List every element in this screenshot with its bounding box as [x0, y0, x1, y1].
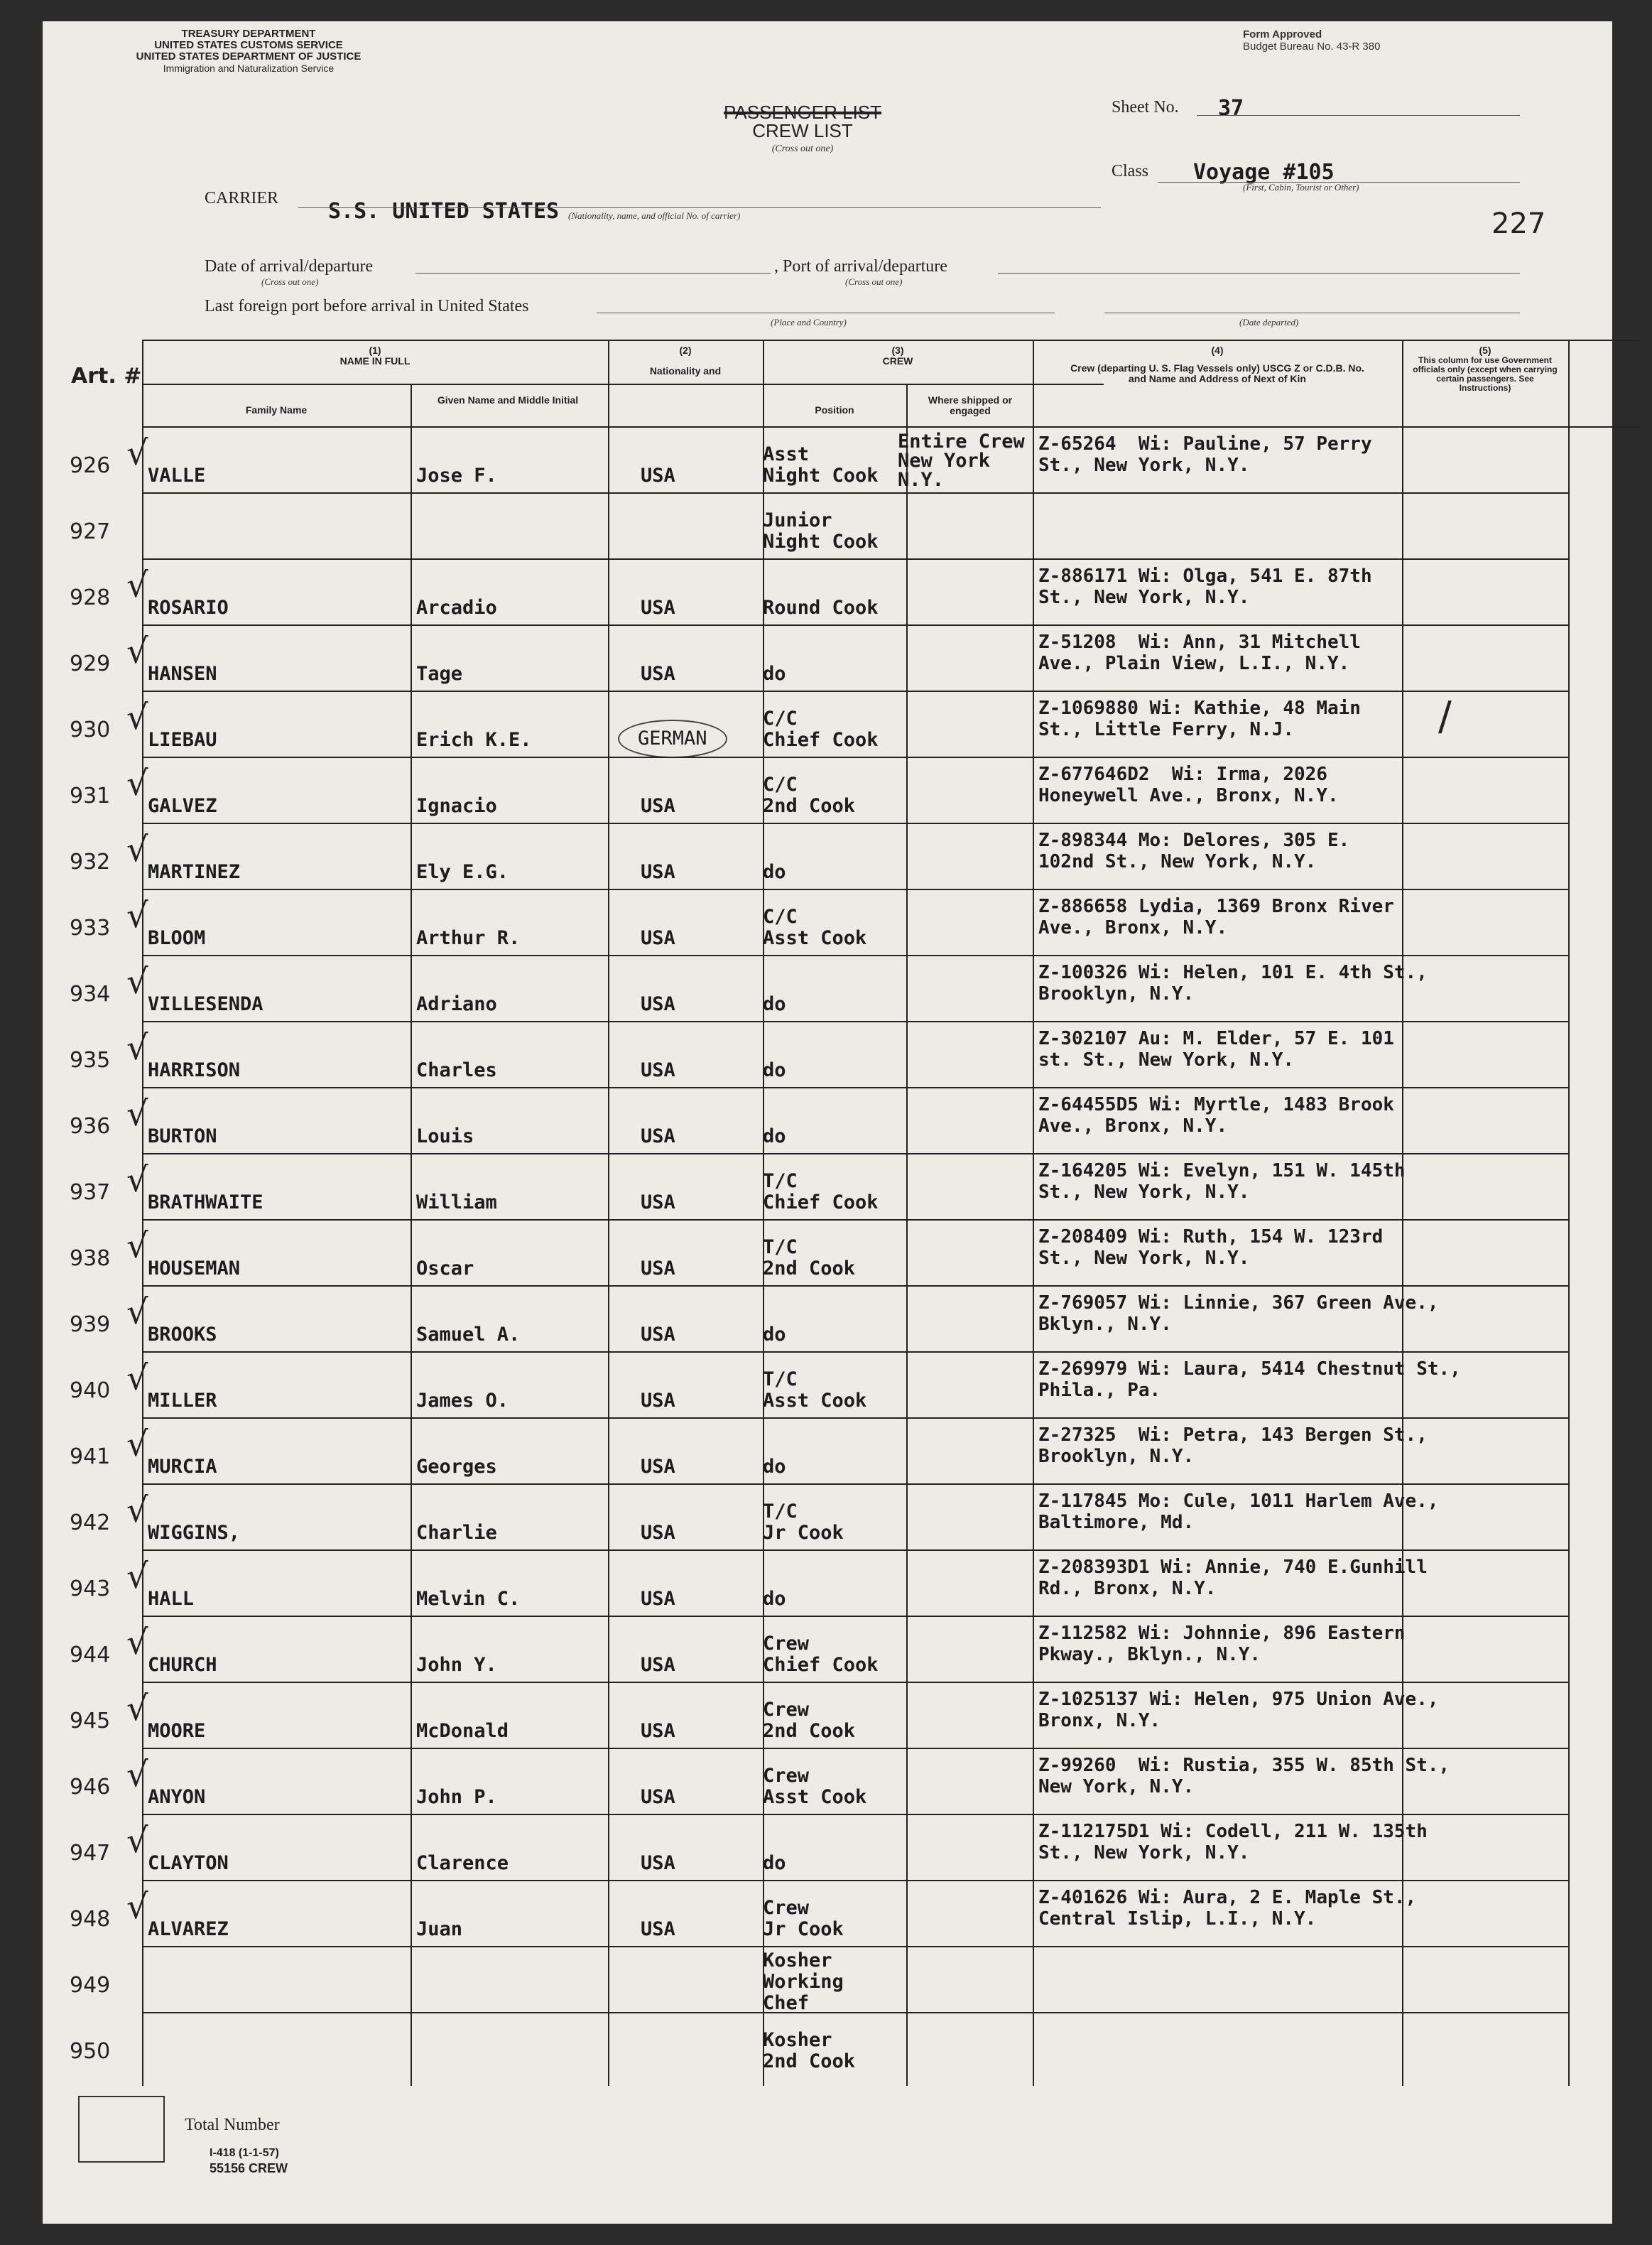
cell-family: HANSEN — [148, 663, 217, 685]
cell-family: VILLESENDA — [148, 993, 263, 1015]
check-mark: √ — [126, 830, 148, 870]
col-border — [1033, 340, 1034, 2086]
cell-given: Arthur R. — [416, 927, 521, 949]
row-divider — [142, 1219, 1568, 1221]
cell-family: LIEBAU — [148, 729, 217, 751]
cell-pos: T/C 2nd Cook — [763, 1236, 856, 1280]
header-bottom-border — [142, 426, 1639, 428]
sheet-value: 37 — [1218, 96, 1244, 121]
cell-nat: USA — [641, 1125, 675, 1147]
row-divider — [142, 2012, 1568, 2013]
cell-given: Juan — [416, 1918, 463, 1940]
check-mark: √ — [126, 1887, 148, 1927]
position-header: Position — [815, 404, 854, 416]
cell-family: GALVEZ — [148, 795, 217, 817]
row-divider — [142, 492, 1568, 494]
row-divider — [142, 1880, 1568, 1881]
form-approved: Form Approved — [1243, 28, 1322, 40]
cell-nat: USA — [641, 597, 675, 619]
row-divider — [142, 1682, 1568, 1683]
cell-nat: USA — [641, 1918, 675, 1940]
cell-kin: Z-886171 Wi: Olga, 541 E. 87th St., New York, N.Y. — [1038, 566, 1372, 608]
cell-nat: USA — [641, 1786, 675, 1808]
col1-number: (1) — [369, 345, 381, 356]
where-shipped-value: Entire Crew New York N.Y. — [898, 431, 1025, 491]
art-number: 947 — [70, 1841, 111, 1866]
art-number: 937 — [70, 1180, 111, 1205]
col5-number: (5) — [1479, 345, 1491, 356]
cell-given: Oscar — [416, 1257, 474, 1280]
cell-family: MOORE — [148, 1720, 206, 1742]
cell-pos: do — [763, 861, 786, 883]
cell-pos: C/C Asst Cook — [763, 906, 867, 949]
cell-family: VALLE — [148, 465, 206, 487]
check-mark: √ — [126, 632, 148, 671]
cell-nat: USA — [641, 1324, 675, 1346]
cell-pos: Round Cook — [763, 597, 879, 619]
date-label: Date of arrival/departure — [205, 257, 374, 276]
check-mark: √ — [126, 1028, 148, 1068]
cell-family: ANYON — [148, 1786, 206, 1808]
agency-line: TREASURY DEPARTMENT — [181, 28, 316, 40]
agency-block — [71, 28, 426, 74]
check-mark: √ — [126, 698, 148, 737]
art-number: 939 — [70, 1312, 111, 1337]
total-number-label: Total Number — [185, 2116, 280, 2134]
cell-kin: Z-112582 Wi: Johnnie, 896 Eastern Pkway., Bklyn., N.Y. — [1038, 1623, 1406, 1665]
row-divider — [142, 558, 1568, 560]
cell-kin: Z-100326 Wi: Helen, 101 E. 4th St., Brooklyn, N.Y. — [1038, 962, 1428, 1005]
col-border — [608, 340, 609, 2086]
sheet-label: Sheet No. — [1112, 98, 1179, 117]
cell-pos: C/C Chief Cook — [763, 708, 879, 751]
art-number: 941 — [70, 1444, 111, 1469]
row-divider — [142, 1549, 1568, 1551]
row-divider — [142, 1814, 1568, 1815]
art-number: 944 — [70, 1643, 111, 1667]
cell-pos: Crew Chief Cook — [763, 1633, 879, 1676]
cell-kin: Z-898344 Mo: Delores, 305 E. 102nd St., New York, N.Y. — [1038, 830, 1350, 872]
art-number: 926 — [70, 453, 111, 478]
check-mark: √ — [126, 1689, 148, 1729]
cell-given: Clarence — [416, 1852, 509, 1874]
cell-nat: USA — [641, 663, 675, 685]
col3-number: (3) — [891, 345, 904, 356]
art-number: 933 — [70, 916, 111, 941]
cell-family: HARRISON — [148, 1059, 241, 1081]
cell-pos: Kosher 2nd Cook — [763, 2029, 856, 2072]
row-divider — [142, 624, 1568, 626]
cell-family: BLOOM — [148, 927, 206, 949]
check-mark: √ — [126, 896, 148, 936]
cell-pos: Crew Asst Cook — [763, 1765, 867, 1808]
col4-title: Crew (departing U. S. Flag Vessels only) USCG Z or C.D.B. No. and Name and Address of Next of Kin — [1070, 362, 1364, 384]
cell-pos: T/C Chief Cook — [763, 1170, 879, 1213]
cell-nat: USA — [641, 1390, 675, 1412]
date-cross-hint: (Cross out one) — [261, 276, 319, 287]
cell-pos: do — [763, 1852, 786, 1874]
row-divider — [142, 889, 1568, 890]
cell-given: Jose F. — [416, 465, 497, 487]
cell-pos: C/C 2nd Cook — [763, 774, 856, 817]
row-divider — [142, 1748, 1568, 1749]
col1-header — [142, 345, 608, 367]
cell-kin: Z-886658 Lydia, 1369 Bronx River Ave., Bronx, N.Y. — [1038, 896, 1394, 938]
list-title — [696, 103, 909, 158]
row-divider — [142, 691, 1568, 692]
agency-line: UNITED STATES DEPARTMENT OF JUSTICE — [136, 50, 362, 63]
check-mark: √ — [126, 1623, 148, 1662]
cell-given: Adriano — [416, 993, 497, 1015]
art-number: 929 — [70, 651, 111, 676]
cell-given: Melvin C. — [416, 1588, 521, 1610]
art-label: Art. # — [71, 364, 142, 389]
cell-pos: do — [763, 1456, 786, 1478]
col2-title: Nationality and — [649, 365, 722, 377]
cell-kin: Z-302107 Au: M. Elder, 57 E. 101 st. St., New York, N.Y. — [1038, 1028, 1394, 1071]
page-number: 227 — [1491, 207, 1546, 240]
cell-nat: USA — [641, 993, 675, 1015]
cell-kin: Z-27325 Wi: Petra, 143 Bergen St., Brooklyn, N.Y. — [1038, 1424, 1428, 1467]
cell-kin: Z-112175D1 Wi: Codell, 211 W. 135th St., New York, N.Y. — [1038, 1821, 1428, 1863]
cell-pos: do — [763, 1125, 786, 1147]
cell-given: John P. — [416, 1786, 497, 1808]
col2-number: (2) — [679, 345, 692, 356]
cell-kin: Z-117845 Mo: Cule, 1011 Harlem Ave., Baltimore, Md. — [1038, 1491, 1439, 1533]
place-hint: (Place and Country) — [771, 317, 847, 328]
col-border — [906, 384, 908, 2086]
check-mark: √ — [126, 962, 148, 1002]
cell-given: Samuel A. — [416, 1324, 521, 1346]
col4-number: (4) — [1211, 345, 1224, 356]
row-divider — [142, 823, 1568, 824]
col-border — [1568, 340, 1570, 2086]
cell-kin: Z-1025137 Wi: Helen, 975 Union Ave., Bronx, N.Y. — [1038, 1689, 1439, 1731]
port-line — [998, 273, 1520, 274]
cell-kin: Z-269979 Wi: Laura, 5414 Chestnut St., Phila., Pa. — [1038, 1358, 1461, 1401]
check-mark: √ — [126, 1094, 148, 1134]
cell-nat: USA — [641, 1059, 675, 1081]
crew-table — [71, 340, 1570, 2086]
cell-kin: Z-99260 Wi: Rustia, 355 W. 85th St., New York, N.Y. — [1038, 1755, 1450, 1797]
cell-nat: USA — [641, 1456, 675, 1478]
cell-pos: T/C Asst Cook — [763, 1368, 867, 1412]
cell-nat: USA — [641, 1588, 675, 1610]
port-label: , Port of arrival/departure — [774, 257, 947, 276]
cell-family: BRATHWAITE — [148, 1191, 263, 1213]
date-departed-hint: (Date departed) — [1239, 317, 1299, 328]
cross-out-hint: (Cross out one) — [771, 144, 834, 154]
cell-family: HALL — [148, 1588, 195, 1610]
cell-given: John Y. — [416, 1654, 497, 1676]
carrier-label: CARRIER — [205, 189, 279, 207]
col3-title: CREW — [882, 355, 913, 367]
row-divider — [142, 1153, 1568, 1154]
cell-given: Ignacio — [416, 795, 497, 817]
row-divider — [142, 1483, 1568, 1485]
header-divider — [142, 384, 1104, 385]
cell-given: Charles — [416, 1059, 497, 1081]
sheet-line — [1197, 115, 1520, 116]
cell-pos: Junior Night Cook — [763, 509, 879, 553]
cell-nat: GERMAN — [618, 720, 727, 758]
art-number: 938 — [70, 1246, 111, 1271]
check-mark: √ — [126, 433, 148, 473]
cell-given: William — [416, 1191, 497, 1213]
check-mark: √ — [126, 764, 148, 804]
carrier-hint: (Nationality, name, and official No. of carrier) — [568, 210, 741, 221]
col2-header — [608, 345, 763, 377]
col5-header — [1402, 345, 1568, 393]
check-mark: √ — [126, 1226, 148, 1266]
art-number: 928 — [70, 585, 111, 610]
cell-family: BROOKS — [148, 1324, 217, 1346]
cell-kin: Z-65264 Wi: Pauline, 57 Perry St., New York, N.Y. — [1038, 433, 1372, 476]
check-mark: √ — [126, 1292, 148, 1332]
cell-family: WIGGINS, — [148, 1522, 241, 1544]
row-divider — [142, 1351, 1568, 1353]
check-mark: √ — [126, 1755, 148, 1795]
col4-header — [1033, 345, 1402, 384]
row-divider — [142, 955, 1568, 956]
passenger-list-struck: PASSENGER LIST — [723, 102, 882, 123]
col-border — [411, 384, 412, 2086]
cell-given: Tage — [416, 663, 463, 685]
agency-line: Immigration and Naturalization Service — [163, 63, 335, 74]
cell-given: Arcadio — [416, 597, 497, 619]
form-code: 55156 CREW — [210, 2161, 288, 2175]
crew-list-title: CREW LIST — [752, 120, 853, 141]
art-number: 948 — [70, 1907, 111, 1932]
cell-kin: Z-677646D2 Wi: Irma, 2026 Honeywell Ave., Bronx, N.Y. — [1038, 764, 1339, 806]
last-port-label: Last foreign port before arrival in United States — [205, 297, 529, 315]
cell-nat: USA — [641, 1654, 675, 1676]
check-mark: √ — [126, 1491, 148, 1530]
cell-nat: USA — [641, 1720, 675, 1742]
cell-kin: Z-401626 Wi: Aura, 2 E. Maple St., Central Islip, L.I., N.Y. — [1038, 1887, 1417, 1930]
row-divider — [142, 1616, 1568, 1617]
cell-kin: Z-1069880 Wi: Kathie, 48 Main St., Little Ferry, N.J. — [1038, 698, 1361, 740]
check-mark: √ — [126, 1424, 148, 1464]
art-number: 935 — [70, 1048, 111, 1073]
cell-pos: Crew Jr Cook — [763, 1897, 844, 1940]
total-number-box — [78, 2096, 165, 2163]
cell-nat: USA — [641, 795, 675, 817]
cell-family: BURTON — [148, 1125, 217, 1147]
budget-bureau-number: Budget Bureau No. 43-R 380 — [1243, 40, 1381, 53]
cell-kin: Z-769057 Wi: Linnie, 367 Green Ave., Bklyn., N.Y. — [1038, 1292, 1439, 1335]
cell-pos: T/C Jr Cook — [763, 1500, 844, 1544]
cell-nat: USA — [641, 1191, 675, 1213]
cell-family: CLAYTON — [148, 1852, 229, 1874]
agency-line: UNITED STATES CUSTOMS SERVICE — [154, 39, 343, 51]
col3-header — [763, 345, 1033, 367]
given-name-header: Given Name and Middle Initial — [437, 394, 579, 406]
cell-family: ROSARIO — [148, 597, 229, 619]
art-number: 936 — [70, 1114, 111, 1139]
cell-given: Georges — [416, 1456, 497, 1478]
cell-given: Charlie — [416, 1522, 497, 1544]
cell-given: McDonald — [416, 1720, 509, 1742]
row-divider — [142, 1285, 1568, 1287]
cell-family: MURCIA — [148, 1456, 217, 1478]
check-mark: √ — [126, 1160, 148, 1200]
cell-given: Louis — [416, 1125, 474, 1147]
row-divider — [142, 1021, 1568, 1022]
cell-kin: Z-64455D5 Wi: Myrtle, 1483 Brook Ave., Bronx, N.Y. — [1038, 1094, 1394, 1137]
cell-family: CHURCH — [148, 1654, 217, 1676]
cell-nat: USA — [641, 1257, 675, 1280]
cell-kin: Z-208393D1 Wi: Annie, 740 E.Gunhill Rd., Bronx, N.Y. — [1038, 1557, 1428, 1599]
col1-title: NAME IN FULL — [339, 355, 411, 367]
form-number: I-418 (1-1-57) — [210, 2147, 279, 2159]
row-divider — [142, 1946, 1568, 1947]
cell-nat: USA — [641, 861, 675, 883]
check-mark: √ — [126, 1821, 148, 1861]
port-cross-hint: (Cross out one) — [845, 276, 903, 287]
art-number: 942 — [70, 1510, 111, 1535]
art-number: 930 — [70, 718, 111, 742]
cell-given: James O. — [416, 1390, 509, 1412]
art-number: 940 — [70, 1378, 111, 1403]
date-line — [415, 273, 771, 274]
cell-pos: do — [763, 1059, 786, 1081]
art-number: 949 — [70, 1973, 111, 1998]
check-mark: √ — [126, 1557, 148, 1596]
cell-given: Ely E.G. — [416, 861, 509, 883]
cell-family: MILLER — [148, 1390, 217, 1412]
class-hint: (First, Cabin, Tourist or Other) — [1243, 182, 1359, 193]
art-number: 927 — [70, 519, 111, 544]
art-number: 934 — [70, 982, 111, 1007]
cell-given: Erich K.E. — [416, 729, 532, 751]
art-number: 943 — [70, 1576, 111, 1601]
official-mark: ∕ — [1438, 693, 1452, 740]
cell-pos: do — [763, 663, 786, 685]
cell-family: HOUSEMAN — [148, 1257, 241, 1280]
cell-pos: do — [763, 1324, 786, 1346]
row-divider — [142, 1417, 1568, 1419]
cell-kin: Z-164205 Wi: Evelyn, 151 W. 145th St., New York, N.Y. — [1038, 1160, 1406, 1203]
cell-kin: Z-208409 Wi: Ruth, 154 W. 123rd St., New York, N.Y. — [1038, 1226, 1384, 1269]
cell-nat: USA — [641, 927, 675, 949]
cell-family: ALVAREZ — [148, 1918, 229, 1940]
art-number: 931 — [70, 784, 111, 808]
cell-nat: USA — [641, 1852, 675, 1874]
cell-nat: USA — [641, 465, 675, 487]
check-mark: √ — [126, 1358, 148, 1398]
where-shipped-header: Where shipped or engaged — [928, 394, 1013, 416]
cell-family: MARTINEZ — [148, 861, 241, 883]
table-top-border — [142, 340, 1639, 341]
family-name-header: Family Name — [245, 404, 308, 416]
cell-pos: Crew 2nd Cook — [763, 1699, 856, 1742]
form-approved-block — [1243, 28, 1380, 53]
class-value: Voyage #105 — [1193, 160, 1335, 185]
cell-nat: USA — [641, 1522, 675, 1544]
cell-pos: Kosher Working Chef — [763, 1949, 844, 2014]
art-number: 945 — [70, 1709, 111, 1733]
row-divider — [142, 1087, 1568, 1088]
cell-pos: do — [763, 993, 786, 1015]
art-number: 932 — [70, 850, 111, 875]
row-divider — [142, 757, 1568, 758]
cell-kin: Z-51208 Wi: Ann, 31 Mitchell Ave., Plain View, L.I., N.Y. — [1038, 632, 1361, 674]
cell-pos: do — [763, 1588, 786, 1610]
carrier-line — [298, 207, 1101, 208]
carrier-value: S.S. UNITED STATES — [328, 199, 560, 224]
cell-pos: Asst Night Cook — [763, 443, 879, 487]
check-mark: √ — [126, 566, 148, 605]
col5-title: This column for use Government officials only (except when carrying certain passengers. See Instructions) — [1413, 355, 1558, 393]
art-number: 950 — [70, 2039, 111, 2064]
class-label: Class — [1112, 162, 1149, 180]
art-number: 946 — [70, 1775, 111, 1800]
